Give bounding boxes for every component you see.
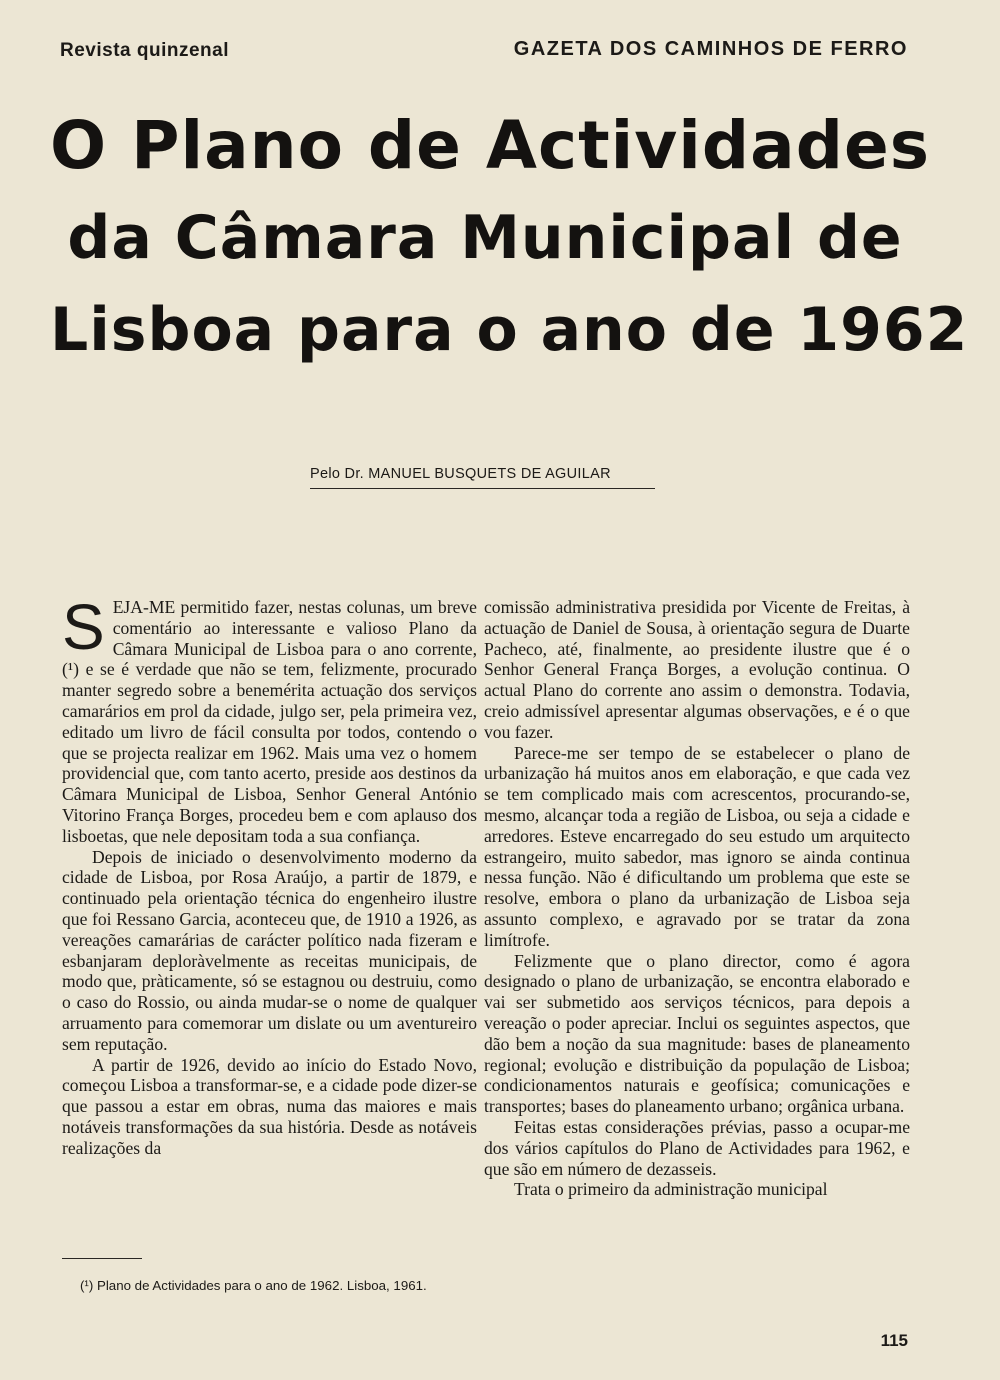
right-column [484, 597, 910, 1200]
title-line-3: Lisboa para o ano de 1962 [50, 295, 969, 365]
paragraph: comissão administrativa presidida por Vicente de Freitas, à actuação de Daniel de Sousa, à orientação segura de Duarte Pacheco, até, finalmente, ao presidente ilustre que é o Senhor General França Borges, a evolução continua. O actual Plano do corrente ano assim o demonstra. Todavia, creio admissível apresentar algumas observações, e é o que vou fazer. [484, 597, 910, 742]
paragraph: Feitas estas considerações prévias, passo a ocupar-me dos vários capítulos do Plano de Actividades para 1962, e que são em número de dezasseis. [484, 1116, 910, 1179]
title-line-1: O Plano de Actividades [50, 107, 930, 184]
footnote-divider [62, 1258, 142, 1259]
page-number: 115 [880, 1331, 908, 1350]
paragraph: A partir de 1926, devido ao início do Estado Novo, começou Lisboa a transformar-se, e a cidade pode dizer-se que passou a estar em obras, numa das maiores e mais notáveis transformações da sua história. Desde as notáveis realizações da [62, 1054, 477, 1158]
left-column [62, 591, 477, 1159]
byline-divider [310, 488, 655, 489]
paragraph [62, 591, 477, 847]
paragraph-text: EJA-ME permitido fazer, nestas colunas, um breve comentário ao interessante e valioso Plano da Câmara Municipal de Lisboa para o ano corrente, (¹) e se é verdade que não se tem, felizmente, procurado manter segredo sobre a benemérita actuação dos serviços camarários em prol da cidade, julgo ser, pela primeira vez, editado um livro de fácil consulta por todos, contendo o que se projecta realizar em 1962. Mais uma vez o homem providencial que, com tanto acerto, preside aos destinos da Câmara Municipal de Lisboa, Senhor General António Vitorino França Borges, procedeu bem e com aplauso dos lisboetas, que nele depositam toda a sua confiança. [62, 597, 477, 846]
magazine-frequency: Revista quinzenal [60, 40, 229, 61]
title-line-2: da Câmara Municipal de [67, 203, 903, 273]
paragraph: Parece-me ser tempo de se estabelecer o plano de urbanização há muitos anos em elaboração, e que cada vez se tem complicado mais com acrescentos, procurando-se, mesmo, alcançar toda a região de Lisboa, ou seja a cidade e arredores. Esteve encarregado do seu estudo um arquitecto estrangeiro, muito sabedor, mas ignoro se ainda continua nessa função. Não é dificultando um problema que este se resolve, embora o plano da urbanização de Lisboa seja assunto complexo, e agravado por se tratar da zona limítrofe. [484, 742, 910, 950]
paragraph: Felizmente que o plano director, como é agora designado o plano de urbanização, se encontra elaborado e vai ser submetido aos serviços técnicos, para depois a vereação o poder apreciar. Inclui os seguintes aspectos, que dão bem a noção da sua magnitude: bases de planeamento regional; evolução e distribuição da população de Lisboa; condicionamentos naturais e geofísica; comunicações e transportes; bases do planeamento urbano; orgânica urbana. [484, 950, 910, 1117]
footnote: (¹) Plano de Actividades para o ano de 1962. Lisboa, 1961. [80, 1278, 427, 1293]
drop-cap: S [62, 591, 105, 663]
paragraph: Depois de iniciado o desenvolvimento moderno da cidade de Lisboa, por Rosa Araújo, a partir de 1879, e continuado pela orientação técnica do engenheiro ilustre que foi Ressano Garcia, aconteceu que, de 1910 a 1926, as vereações camarárias de carácter político nada fizeram e esbanjaram deploràvelmente as receitas municipais, de modo que, pràticamente, só se estagnou ou destruiu, como o caso do Rossio, ou ainda mudar-se o nome de qualquer arruamento para comemorar um dislate ou um aventureiro sem reputação. [62, 846, 477, 1054]
article-title [50, 100, 969, 376]
byline: Pelo Dr. MANUEL BUSQUETS DE AGUILAR [310, 466, 611, 482]
paragraph: Trata o primeiro da administração municipal [514, 1179, 828, 1200]
magazine-name: GAZETA DOS CAMINHOS DE FERRO [513, 38, 908, 60]
